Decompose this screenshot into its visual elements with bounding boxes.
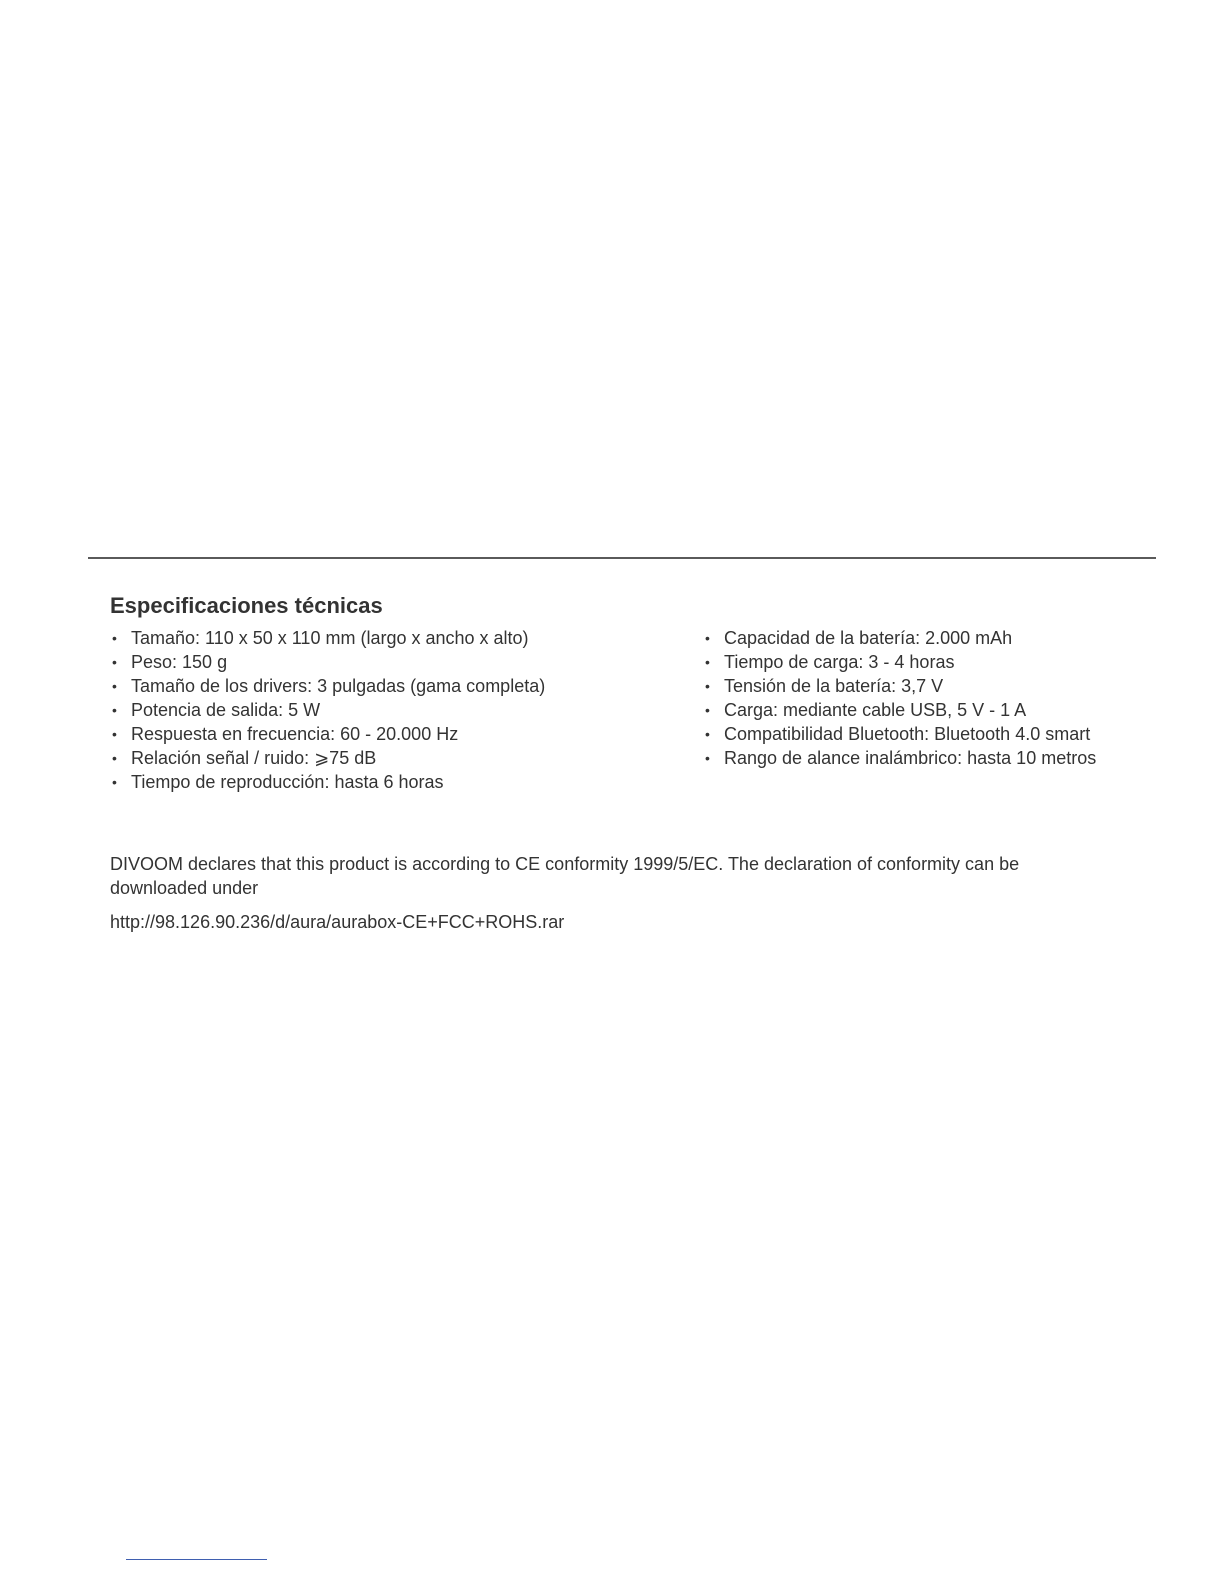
bullet-icon: •	[705, 678, 710, 694]
bullet-icon: •	[705, 702, 710, 718]
spec-item: • Peso: 150 g	[112, 652, 228, 672]
specs-list-right	[703, 626, 1096, 770]
spec-item: • Carga: mediante cable USB, 5 V - 1 A	[705, 700, 1027, 720]
spec-item: • Capacidad de la batería: 2.000 mAh	[705, 628, 1013, 648]
section-divider	[88, 557, 1156, 559]
bullet-icon: •	[112, 750, 117, 766]
bullet-icon: •	[112, 774, 117, 790]
spec-item: • Tamaño: 110 x 50 x 110 mm (largo x ancho x alto)	[112, 628, 529, 648]
spec-item: • Potencia de salida: 5 W	[112, 700, 321, 720]
bullet-icon: •	[705, 630, 710, 646]
bullet-icon: •	[112, 630, 117, 646]
spec-item: • Compatibilidad Bluetooth: Bluetooth 4.0 smart	[705, 724, 1091, 744]
bullet-icon: •	[705, 726, 710, 742]
bullet-icon: •	[112, 702, 117, 718]
ce-declaration-text: DIVOOM declares that this product is according to CE conformity 1999/5/EC. The declaration of conformity can be downloaded under	[110, 854, 1020, 898]
bullet-icon: •	[112, 726, 117, 742]
spec-item: • Respuesta en frecuencia: 60 - 20.000 Hz	[112, 724, 459, 744]
spec-item: • Tensión de la batería: 3,7 V	[705, 676, 944, 696]
spec-item: • Tiempo de reproducción: hasta 6 horas	[112, 772, 444, 792]
technical-specifications	[110, 592, 1150, 792]
bullet-icon: •	[705, 750, 710, 766]
declaration-download-link[interactable]: http://98.126.90.236/d/aura/aurabox-CE+FCC+ROHS.rar	[110, 912, 565, 932]
specs-list-left	[110, 626, 545, 794]
spec-item: • Tamaño de los drivers: 3 pulgadas (gama completa)	[112, 676, 546, 696]
bullet-icon: •	[112, 678, 117, 694]
spec-item: • Rango de alance inalámbrico: hasta 10 metros	[705, 748, 1097, 768]
spec-item: • Relación señal / ruido: ⩾75 dB	[112, 748, 377, 768]
footer-rule	[126, 1559, 267, 1560]
specs-heading: Especificaciones técnicas	[110, 593, 383, 618]
bullet-icon: •	[705, 654, 710, 670]
spec-item: • Tiempo de carga: 3 - 4 horas	[705, 652, 955, 672]
bullet-icon: •	[112, 654, 117, 670]
